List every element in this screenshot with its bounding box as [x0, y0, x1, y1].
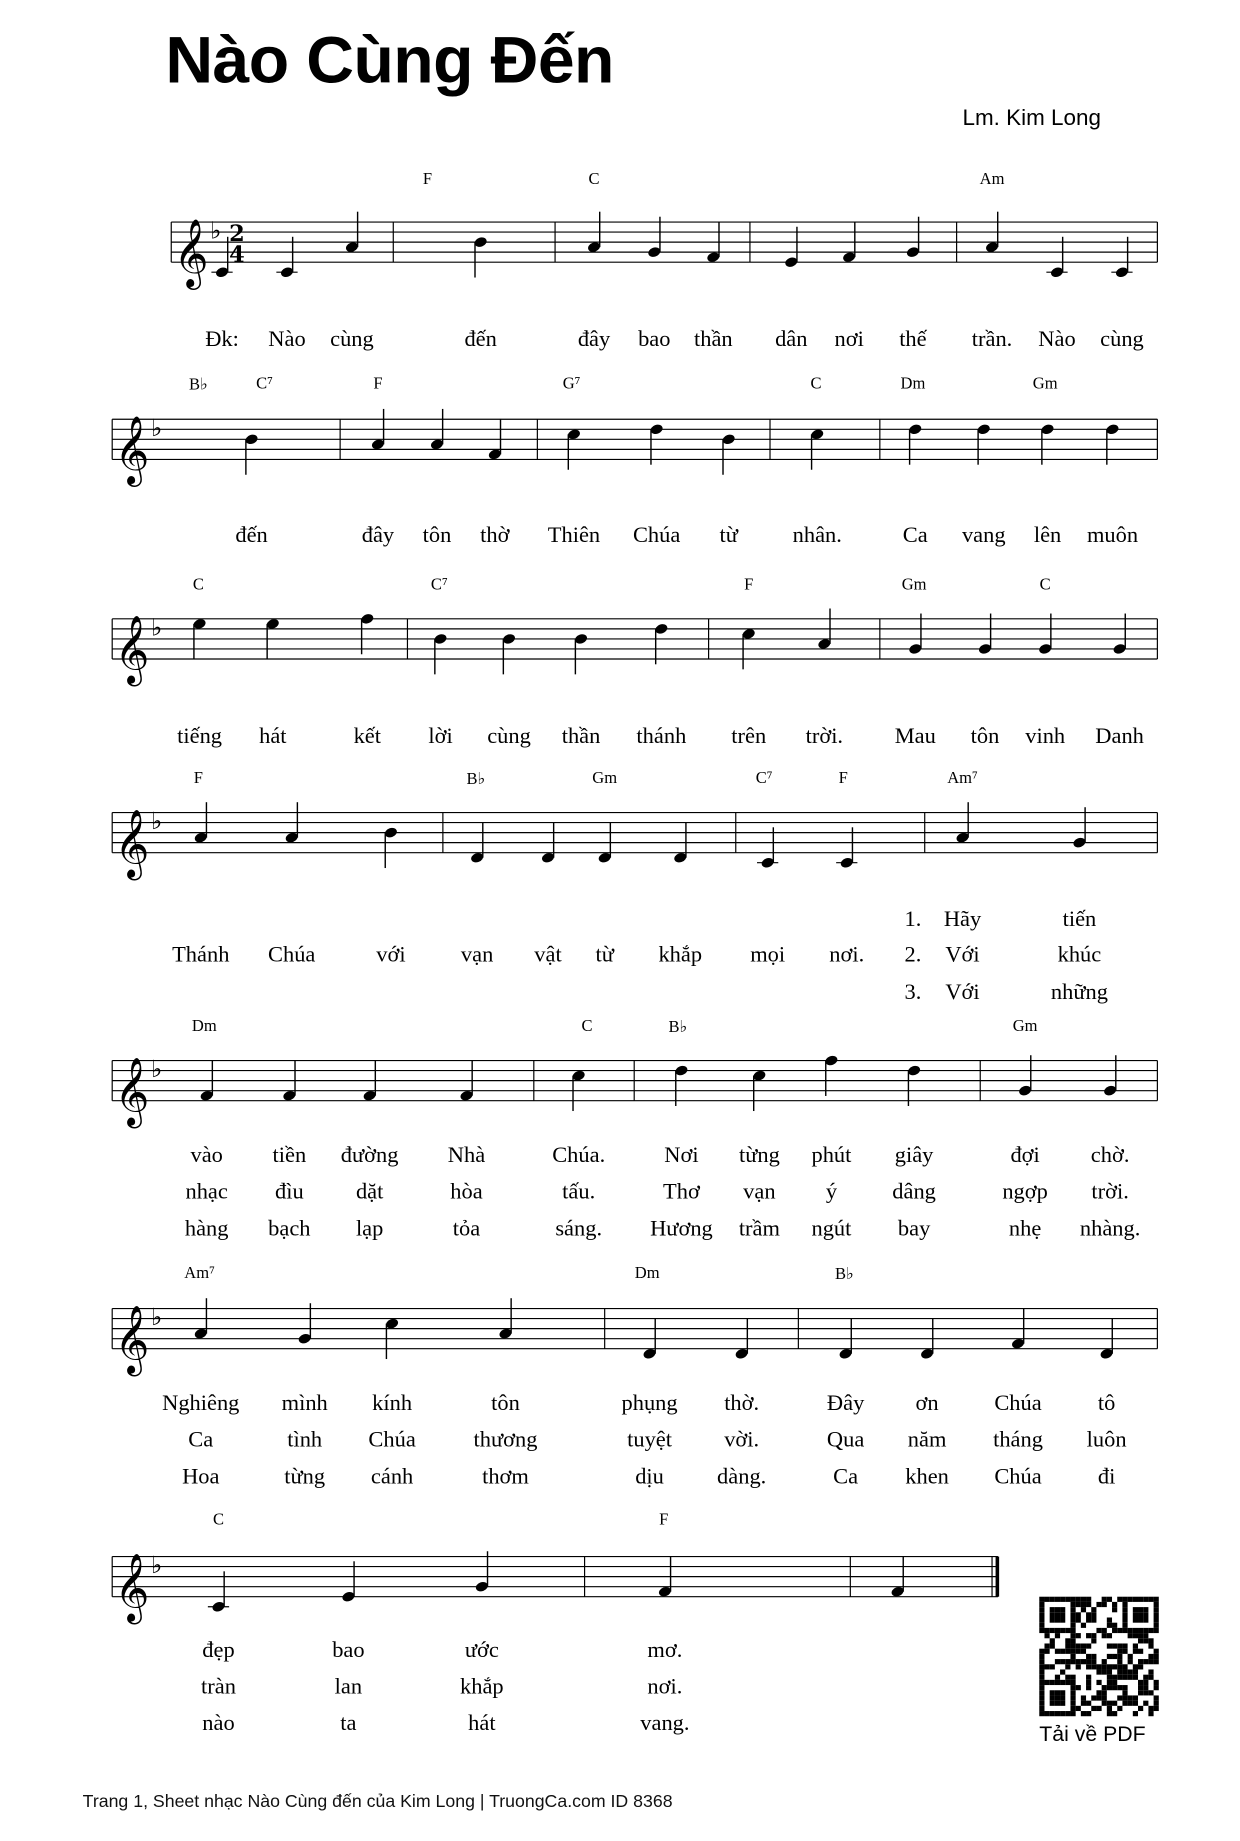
- chord-symbol: C: [810, 375, 822, 394]
- treble-clef-icon: 𝄞: [114, 614, 150, 684]
- lyric-syllable: tuyệt: [627, 1427, 672, 1453]
- lyric-syllable: cùng: [330, 327, 374, 352]
- lyric-syllable: với: [376, 942, 406, 968]
- chord-symbol: Dm: [634, 1264, 660, 1283]
- lyric-syllable: nhân.: [792, 523, 842, 548]
- lyric-syllable: tiền: [272, 1143, 307, 1169]
- treble-clef-icon: 𝄞: [173, 217, 209, 287]
- chord-symbol: Am: [979, 171, 1005, 189]
- lyric-syllable: trầm: [738, 1216, 780, 1242]
- lyric-syllable: Hương: [650, 1216, 713, 1242]
- lyric-syllable: đây: [361, 523, 395, 548]
- lyric-syllable: năm: [907, 1427, 947, 1453]
- lyric-syllable: Thơ: [663, 1179, 700, 1205]
- lyric-syllable: hát: [468, 1711, 496, 1737]
- lyric-syllable: chờ.: [1090, 1143, 1130, 1169]
- treble-clef-icon: 𝄞: [114, 415, 150, 485]
- chord-symbol: Dm: [191, 1018, 217, 1036]
- lyric-syllable: cánh: [370, 1464, 414, 1490]
- lyric-syllable: Qua: [826, 1427, 865, 1453]
- lyric-syllable: nào: [202, 1711, 235, 1737]
- chord-symbol: F: [193, 770, 204, 788]
- lyric-syllable: hát: [259, 723, 287, 749]
- lyric-syllable: tấu.: [562, 1179, 596, 1205]
- lyric-syllable: Danh: [1095, 723, 1144, 749]
- lyric-syllable: khắp: [460, 1674, 504, 1700]
- lyric-syllable: trời.: [1091, 1179, 1129, 1205]
- time-signature-top: 2: [229, 220, 245, 247]
- lyric-syllable: đến: [464, 327, 497, 352]
- verse-lyric-syllable: khúc: [1057, 942, 1102, 968]
- lyric-syllable: đợi: [1010, 1143, 1040, 1169]
- chord-symbol: Gm: [592, 770, 618, 788]
- lyric-syllable: Ca: [833, 1464, 859, 1490]
- lyric-syllable: Hoa: [182, 1464, 220, 1490]
- lyric-syllable: ước: [464, 1638, 499, 1663]
- lyric-syllable: vang.: [640, 1711, 690, 1737]
- chord-symbol: Am⁷: [184, 1264, 215, 1283]
- lyric-syllable: từng: [284, 1464, 326, 1490]
- final-barline: [996, 1557, 1000, 1597]
- lyric-syllable: Chúa.: [552, 1143, 606, 1169]
- lyric-syllable: kính: [372, 1391, 413, 1417]
- lyric-syllable: Nhà: [447, 1143, 486, 1169]
- song-title: Nào Cùng Đến: [165, 22, 614, 97]
- lyric-syllable: đến: [235, 523, 268, 548]
- lyric-syllable: nhàng.: [1079, 1216, 1141, 1242]
- chord-symbol: Dm: [900, 375, 926, 394]
- lyric-syllable: hòa: [450, 1179, 483, 1205]
- lyric-syllable: khắp: [658, 942, 703, 968]
- lyric-syllable: đi: [1097, 1464, 1116, 1490]
- lyric-syllable: Ca: [902, 523, 928, 548]
- lyric-syllable: Chúa: [994, 1391, 1042, 1417]
- lyric-syllable: trời.: [805, 723, 844, 749]
- key-signature-flat-icon: ♭: [151, 807, 163, 836]
- lyric-syllable: đây: [577, 327, 611, 352]
- lyric-syllable: tiếng: [177, 723, 223, 749]
- lyric-syllable: vạn: [460, 942, 494, 968]
- lyric-syllable: khen: [905, 1464, 949, 1490]
- chord-symbol: B♭: [466, 771, 486, 789]
- lyric-syllable: tôn: [491, 1391, 520, 1417]
- verse-lyric-syllable: những: [1050, 980, 1108, 1006]
- lyric-syllable: Chúa: [368, 1427, 416, 1453]
- lyric-syllable: cùng: [487, 723, 531, 749]
- chord-symbol: C: [581, 1018, 593, 1036]
- lyric-syllable: bao: [638, 327, 671, 352]
- key-signature-flat-icon: ♭: [151, 413, 163, 442]
- lyric-syllable: lên: [1033, 523, 1062, 548]
- lyric-syllable: dàng.: [717, 1464, 767, 1490]
- lyric-syllable: Nơi: [664, 1143, 699, 1169]
- key-signature-flat-icon: ♭: [210, 216, 222, 245]
- lyric-syllable: đìu: [275, 1179, 304, 1205]
- download-pdf-link[interactable]: Tải về PDF: [1039, 1721, 1146, 1746]
- lyric-syllable: muôn: [1086, 523, 1139, 548]
- lyric-syllable: phụng: [621, 1391, 678, 1417]
- lyric-syllable: Chúa: [994, 1464, 1042, 1490]
- treble-clef-icon: 𝄞: [114, 808, 150, 878]
- lyric-syllable: luôn: [1086, 1427, 1127, 1453]
- lyric-syllable: hàng: [184, 1216, 229, 1242]
- lyric-syllable: cùng: [1100, 327, 1144, 352]
- chord-symbol: Am⁷: [947, 770, 978, 788]
- lyric-syllable: đường: [340, 1143, 399, 1169]
- lyric-syllable: tôn: [422, 523, 452, 548]
- lyric-syllable: Chúa: [268, 942, 316, 968]
- lyric-syllable: Chúa: [632, 523, 681, 548]
- chord-symbol: F: [838, 770, 848, 788]
- lyric-syllable: lời: [428, 723, 453, 749]
- lyric-syllable: thần: [561, 723, 601, 749]
- lyric-syllable: thương: [473, 1427, 538, 1453]
- lyric-syllable: giây: [894, 1143, 934, 1169]
- lyric-syllable: vạn: [743, 1179, 776, 1205]
- lyric-syllable: vời.: [724, 1427, 760, 1453]
- lyric-syllable: đẹp: [202, 1638, 235, 1663]
- chord-symbol: G⁷: [562, 375, 581, 394]
- lyric-syllable: tô: [1097, 1391, 1116, 1417]
- lyric-syllable: thánh: [636, 723, 687, 749]
- treble-clef-icon: 𝄞: [114, 1552, 150, 1622]
- lyric-syllable: mình: [281, 1391, 328, 1417]
- lyric-syllable: tôn: [970, 723, 1000, 749]
- lyric-syllable: nơi.: [829, 942, 865, 968]
- chord-symbol: Gm: [901, 576, 927, 595]
- chord-symbol: C⁷: [755, 770, 773, 788]
- lyric-syllable: thế: [899, 327, 927, 352]
- lyric-syllable: nhạc: [185, 1179, 228, 1205]
- lyric-syllable: thờ: [480, 523, 510, 548]
- verse-lyric-syllable: tiến: [1062, 907, 1097, 932]
- lyric-syllable: Đk:: [205, 327, 239, 352]
- lyric-syllable: Đây: [826, 1391, 865, 1417]
- lyric-syllable: thơm: [482, 1464, 529, 1490]
- lyric-syllable: sáng.: [555, 1216, 603, 1242]
- lyric-syllable: bạch: [268, 1216, 311, 1242]
- lyric-syllable: trần.: [971, 327, 1013, 352]
- lyric-syllable: từ: [719, 523, 738, 548]
- chord-symbol: F: [744, 576, 754, 595]
- lyric-syllable: tháng: [993, 1427, 1043, 1453]
- chord-symbol: B♭: [668, 1019, 688, 1037]
- verse-lyric-syllable: Hãy: [943, 907, 982, 932]
- verse-lyric-syllable: Với: [945, 980, 980, 1006]
- chord-symbol: F: [422, 171, 433, 189]
- lyric-syllable: bay: [897, 1216, 931, 1242]
- lyric-syllable: tỏa: [452, 1216, 481, 1242]
- verse-lyric-syllable: 1.: [904, 907, 922, 932]
- chord-symbol: B♭: [188, 376, 208, 395]
- chord-symbol: C⁷: [430, 576, 448, 595]
- treble-clef-icon: 𝄞: [114, 1304, 150, 1374]
- lyric-syllable: Thiên: [547, 523, 601, 548]
- treble-clef-icon: 𝄞: [114, 1056, 150, 1126]
- time-signature-bottom: 4: [229, 242, 245, 269]
- lyric-syllable: dân: [775, 327, 808, 352]
- composer: Lm. Kim Long: [962, 106, 1101, 132]
- lyric-syllable: Ca: [188, 1427, 214, 1453]
- lyric-syllable: thờ.: [724, 1391, 760, 1417]
- chord-symbol: B♭: [834, 1266, 854, 1284]
- verse-lyric-syllable: 3.: [904, 980, 922, 1006]
- lyric-syllable: ta: [340, 1711, 357, 1737]
- lyric-syllable: lan: [334, 1674, 363, 1700]
- lyric-syllable: phút: [811, 1143, 852, 1169]
- lyric-syllable: tình: [287, 1427, 323, 1453]
- chord-symbol: C: [1039, 576, 1051, 595]
- key-signature-flat-icon: ♭: [151, 1303, 163, 1332]
- lyric-syllable: dặt: [355, 1179, 384, 1205]
- chord-symbol: Gm: [1012, 1018, 1038, 1036]
- lyric-syllable: vào: [190, 1143, 223, 1169]
- lyric-syllable: vinh: [1025, 723, 1066, 749]
- key-signature-flat-icon: ♭: [151, 1055, 163, 1084]
- lyric-syllable: dịu: [635, 1464, 664, 1490]
- lyric-syllable: trên: [731, 723, 767, 749]
- lyric-syllable: ngút: [811, 1216, 852, 1242]
- lyric-syllable: Nghiêng: [162, 1391, 240, 1417]
- lyric-syllable: Thánh: [172, 942, 230, 968]
- lyric-syllable: lạp: [355, 1216, 384, 1242]
- lyric-syllable: dâng: [892, 1179, 936, 1205]
- lyric-syllable: nhẹ: [1008, 1216, 1042, 1242]
- lyric-syllable: mơ.: [647, 1638, 683, 1663]
- chord-symbol: F: [373, 375, 383, 394]
- chord-symbol: Gm: [1032, 375, 1058, 394]
- lyric-syllable: nơi.: [647, 1674, 683, 1700]
- lyric-syllable: mọi: [750, 942, 786, 968]
- lyric-syllable: vật: [534, 942, 562, 968]
- chord-symbol: C: [192, 576, 204, 595]
- verse-lyric-syllable: Với: [945, 942, 980, 968]
- lyric-syllable: ơn: [915, 1391, 939, 1417]
- lyric-syllable: bao: [332, 1638, 365, 1663]
- lyric-syllable: nơi: [834, 327, 864, 352]
- lyric-syllable: Mau: [894, 723, 936, 749]
- chord-symbol: F: [659, 1511, 669, 1530]
- key-signature-flat-icon: ♭: [151, 1551, 163, 1580]
- key-signature-flat-icon: ♭: [151, 613, 163, 642]
- chord-symbol: C: [588, 171, 600, 189]
- lyric-syllable: kết: [353, 723, 382, 749]
- page-footer: Trang 1, Sheet nhạc Nào Cùng đến của Kim Long | TruongCa.com ID 8368: [82, 1791, 673, 1812]
- lyric-syllable: ý: [825, 1179, 838, 1205]
- lyric-syllable: vang: [961, 523, 1006, 548]
- lyric-syllable: ngợp: [1002, 1179, 1048, 1205]
- lyric-syllable: từ: [595, 942, 614, 968]
- chord-symbol: C: [212, 1511, 225, 1530]
- lyric-syllable: thần: [694, 327, 733, 352]
- lyric-syllable: tràn: [201, 1674, 236, 1700]
- lyric-syllable: Nào: [268, 327, 306, 352]
- lyric-syllable: từng: [738, 1143, 780, 1169]
- chord-symbol: C⁷: [256, 375, 273, 394]
- lyric-syllable: Nào: [1038, 327, 1076, 352]
- verse-lyric-syllable: 2.: [904, 942, 922, 968]
